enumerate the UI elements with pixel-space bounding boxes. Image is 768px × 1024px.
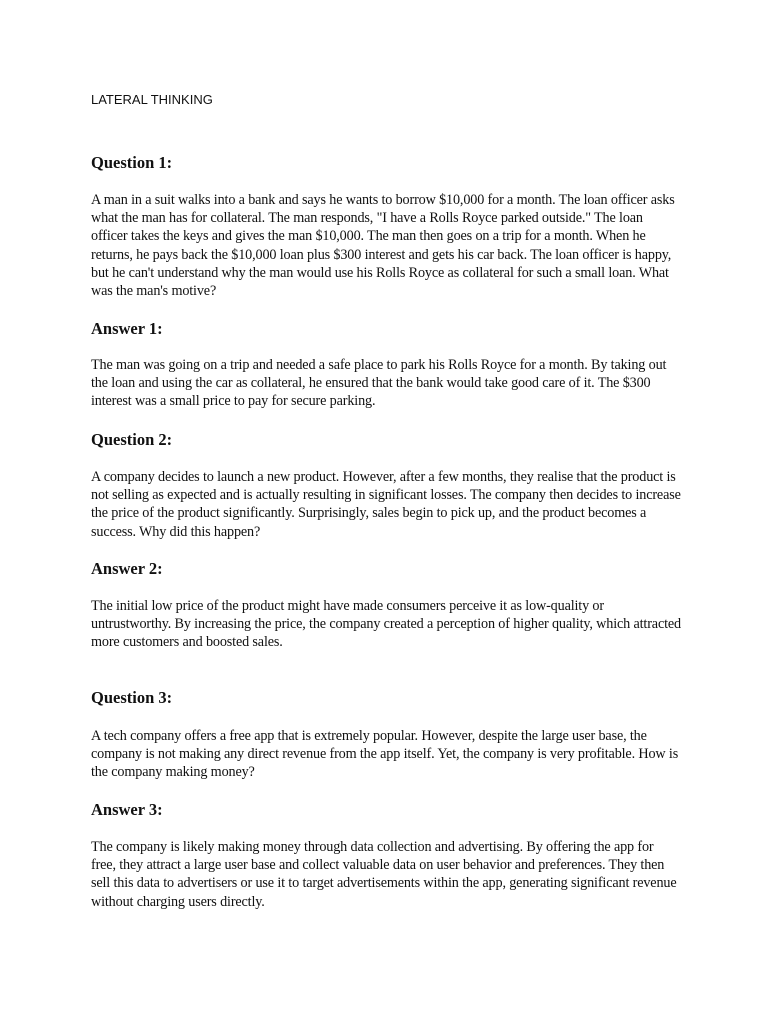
question-2-text: A company decides to launch a new product. However, after a few months, they realise that the product is not selling as expected and is actually resulting in significant losses. The company then decides to increase the price of the product significantly. Surprisingly, sales begin to pick up, and the product becomes a success. Why did this happen? bbox=[91, 469, 681, 540]
question-1-heading: Question 1: bbox=[91, 153, 173, 172]
question-1-text: A man in a suit walks into a bank and says he wants to borrow $10,000 for a month. The loan officer asks what the man has for collateral. The man responds, "I have a Rolls Royce parked outside." The loan officer takes the keys and gives the man $10,000. The man then goes on a trip for a month. When he returns, he pays back the $10,000 loan plus $300 interest and gets his car back. The loan officer is happy, but he can't understand why the man would use his Rolls Royce as collateral for such a small loan. What was the man's motive? bbox=[91, 192, 675, 300]
question-2-heading: Question 2: bbox=[91, 430, 173, 449]
answer-3-text: The company is likely making money through data collection and advertising. By offering the app for free, they attract a large user base and collect valuable data on user behavior and preferences. They then sell this data to advertisers or use it to target advertisements within the app, generating significant revenue without charging users directly. bbox=[91, 839, 677, 910]
document-title: LATERAL THINKING bbox=[91, 92, 213, 107]
answer-1-text: The man was going on a trip and needed a safe place to park his Rolls Royce for a month. By taking out the loan and using the car as collateral, he ensured that the bank would take good care of it. The $300 interest was a small price to pay for secure parking. bbox=[91, 357, 667, 410]
answer-1-heading: Answer 1: bbox=[91, 319, 163, 338]
answer-2-text: The initial low price of the product might have made consumers perceive it as low-quality or untrustworthy. By increasing the price, the company created a perception of higher quality, which attracted more customers and boosted sales. bbox=[91, 598, 681, 651]
answer-3-heading: Answer 3: bbox=[91, 800, 163, 819]
question-3-text: A tech company offers a free app that is extremely popular. However, despite the large user base, the company is not making any direct revenue from the app itself. Yet, the company is very profitable. How is the company making money? bbox=[91, 728, 679, 781]
question-3-heading: Question 3: bbox=[91, 688, 173, 707]
answer-2-heading: Answer 2: bbox=[91, 559, 163, 578]
